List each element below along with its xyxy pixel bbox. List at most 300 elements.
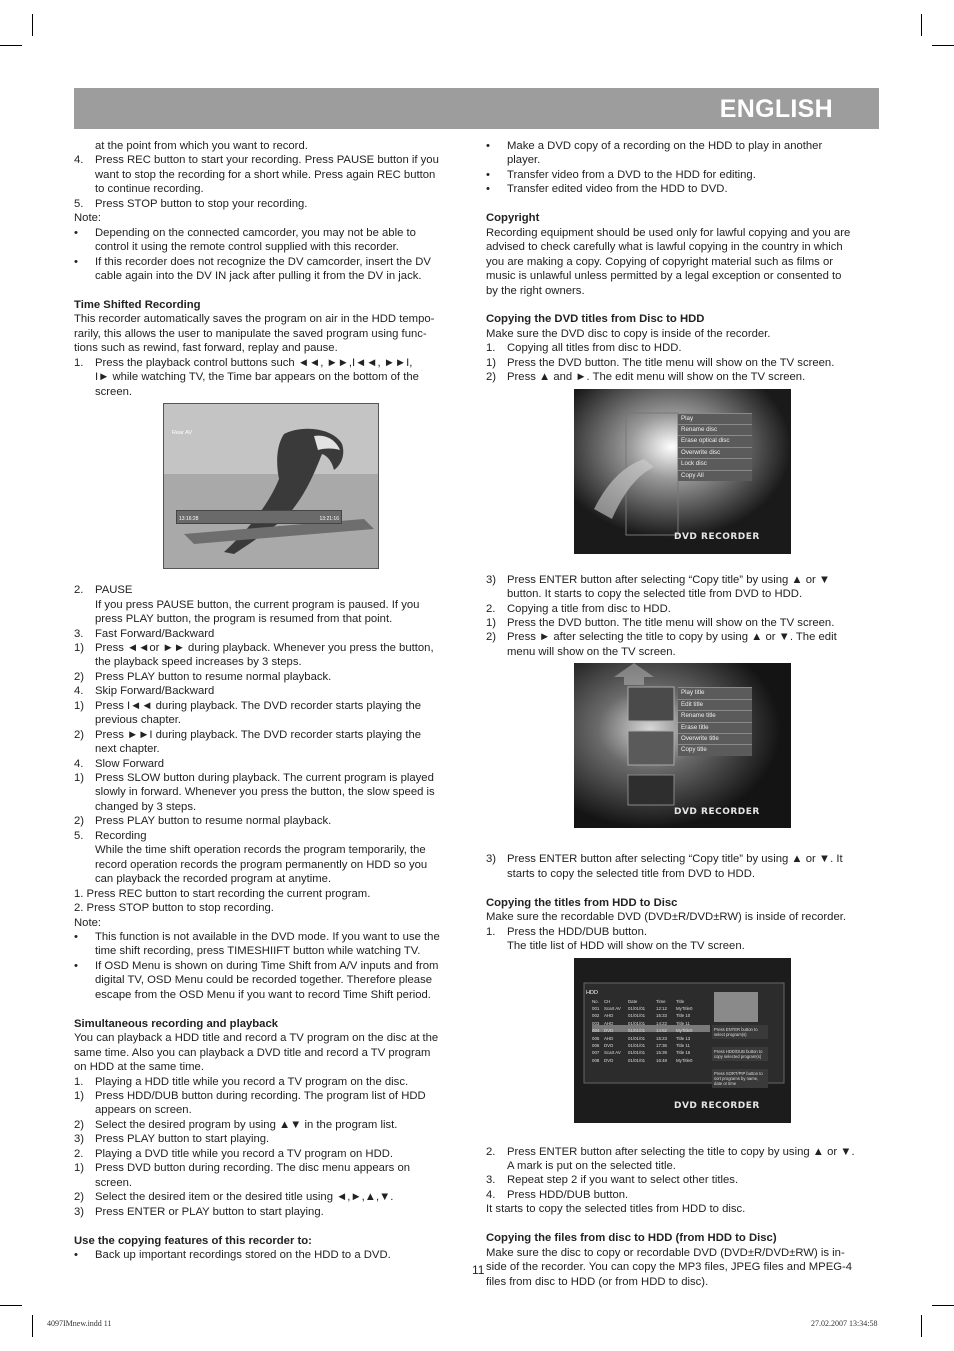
line-text: Press PLAY button to resume normal playback. [95, 670, 332, 683]
line-text: Press I◄◄ during playback. The DVD recorder starts playing the [95, 699, 422, 712]
menu-item: Copy title [678, 744, 752, 755]
text-line [74, 1103, 466, 1117]
table-cell: 17:36 [656, 1042, 667, 1048]
line-text: Press HDD/DUB button during recording. The program list of HDD [95, 1089, 426, 1102]
line-text: Copying the titles from HDD to Disc [486, 896, 678, 909]
line-text: Copying all titles from disc to HDD. [507, 342, 682, 355]
table-cell: CH [604, 998, 611, 1004]
list-marker: 2) [486, 631, 497, 644]
line-text: You can playback a HDD title and record a TV program on the disc at the [74, 1032, 439, 1045]
time-end: 13:21:16 [319, 516, 339, 523]
text-line [486, 226, 882, 240]
blank-line [486, 298, 882, 312]
text-line [74, 1046, 466, 1060]
list-marker: • [486, 168, 490, 181]
line-text: Press HDD/DUB button. [507, 1188, 629, 1201]
table-cell: MyTitle0 [676, 1057, 693, 1063]
line-text: appears on screen. [95, 1104, 192, 1117]
text-line [74, 1147, 466, 1161]
line-text: record operation records the program permanently on HDD so you [95, 858, 428, 871]
blank-line [74, 284, 466, 298]
blank-line [486, 197, 882, 211]
text-line [486, 645, 882, 659]
line-text: control it using the remote control supplied with this recorder. [95, 241, 399, 254]
text-line [74, 641, 466, 655]
line-text: Simultaneous recording and playback [74, 1017, 279, 1030]
table-cell: 01/01/01 [628, 1013, 646, 1019]
text-line [74, 612, 466, 626]
line-text: Copyright [486, 212, 540, 225]
section-heading [486, 1231, 882, 1245]
line-text: starts to copy the selected title from DVD to HDD. [507, 867, 755, 880]
text-line [74, 699, 466, 713]
text-line [74, 197, 466, 211]
table-cell: 14:52 [656, 1028, 667, 1034]
time-bar-screenshot [163, 403, 379, 569]
text-line [74, 1248, 466, 1262]
line-text: Playing a HDD title while you record a TV program on the disc. [95, 1075, 409, 1088]
table-cell: AHD [604, 1035, 614, 1041]
text-line [74, 901, 466, 915]
text-line [74, 887, 466, 901]
table-cell: No. [592, 998, 599, 1004]
text-line [486, 1202, 882, 1216]
text-line [74, 583, 466, 597]
text-line [74, 1031, 466, 1045]
list-marker: 5. [74, 829, 84, 842]
text-line [74, 327, 466, 341]
text-line [486, 240, 882, 254]
line-text: by the right owners. [486, 284, 585, 297]
table-cell: 008 [592, 1057, 600, 1063]
table-cell: 002 [592, 1013, 600, 1019]
text-line [74, 153, 466, 167]
line-text: Press ◄◄or ►► during playback. Whenever you press the button, [95, 641, 434, 654]
list-marker: 2) [74, 1191, 85, 1204]
dvd-recorder-logo: DVD RECORDER [674, 806, 760, 817]
line-text: Time Shifted Recording [74, 298, 201, 311]
line-text: Use the copying features of this recorder to: [74, 1234, 312, 1247]
text-line [74, 713, 466, 727]
line-text: you are making a copy. Copying of copyright material such as films or [486, 255, 834, 268]
table-cell: DVD [604, 1028, 614, 1034]
text-line [74, 930, 466, 944]
list-marker: • [74, 226, 78, 239]
dvd-recorder-logo: DVD RECORDER [674, 1101, 760, 1112]
crop-mark [932, 1305, 954, 1306]
time-bar [176, 510, 342, 524]
table-cell: MyTitle0 [676, 1005, 693, 1011]
table-cell: 01/01/01 [628, 1042, 646, 1048]
line-text: Press the HDD/DUB button. [507, 925, 648, 938]
crop-mark [921, 1315, 922, 1337]
table-row [592, 1005, 710, 1012]
disc-edit-menu-screenshot [574, 389, 791, 554]
dvd-recorder-logo: DVD RECORDER [674, 532, 760, 543]
list-marker: 1. [74, 356, 84, 369]
line-text: the playback speed increases by 3 steps. [95, 656, 302, 669]
list-marker: 4. [74, 757, 84, 770]
list-marker: 1) [486, 356, 497, 369]
table-cell: DVD [604, 1042, 614, 1048]
line-text: Press SLOW button during playback. The current program is played [95, 772, 434, 785]
text-line [486, 1145, 882, 1159]
table-cell: 004 [592, 1028, 600, 1034]
section-heading [486, 312, 882, 326]
osd-source-label: Rear AV [172, 430, 193, 437]
text-line [74, 598, 466, 612]
list-marker: 4. [486, 1188, 496, 1201]
menu-item: Rename title [678, 710, 752, 721]
hint-text: Press SORT/PIP button to sort programs by name, date or time [712, 1069, 768, 1088]
line-text: Press ► after selecting the title to copy by using ▲ or ▼. The edit [507, 631, 837, 644]
line-text: Press ENTER or PLAY button to start playing. [95, 1205, 324, 1218]
line-text: Copying a title from disc to HDD. [507, 602, 671, 615]
list-marker: 1) [74, 772, 85, 785]
table-cell: AHD [604, 1013, 614, 1019]
line-text: press PLAY button, the program is resumed from that point. [95, 613, 393, 626]
line-text: Press ►►I during playback. The DVD recorder starts playing the [95, 728, 422, 741]
table-cell: Time [656, 998, 666, 1004]
menu-item: Erase title [678, 722, 752, 733]
text-line [486, 925, 882, 939]
table-row [592, 1027, 710, 1034]
list-marker: • [74, 931, 78, 944]
text-line [74, 385, 466, 399]
text-line [74, 312, 466, 326]
menu-item: Overwrite disc [678, 447, 752, 458]
text-line [486, 1159, 882, 1173]
line-text: This recorder automatically saves the program on air in the HDD tempo- [74, 313, 435, 326]
line-text: previous chapter. [95, 714, 182, 727]
table-cell: Title 11 [676, 1042, 690, 1048]
text-line [486, 341, 882, 355]
time-start: 13:16:28 [179, 516, 199, 523]
list-marker: • [486, 140, 490, 152]
section-heading [74, 1017, 466, 1031]
line-text: Press STOP button to stop your recording. [95, 197, 308, 210]
list-marker: 3) [74, 1133, 85, 1146]
menu-item: Play [678, 413, 752, 424]
line-text: This function is not available in the DVD mode. If you want to use the [95, 931, 440, 944]
list-marker: 3. [74, 627, 84, 640]
text-line [486, 255, 882, 269]
table-cell: Scart AV [604, 1005, 621, 1011]
line-text: Press DVD button during recording. The disc menu appears on [95, 1162, 411, 1175]
text-line [74, 959, 466, 973]
table-cell: Title 11 [676, 1020, 690, 1026]
text-line [74, 1118, 466, 1132]
list-marker: 2. [74, 584, 84, 597]
text-line [74, 728, 466, 742]
table-cell: Title 16 [676, 1050, 691, 1056]
line-text: player. [507, 154, 541, 167]
text-line [486, 356, 882, 370]
right-text-block-1 [486, 139, 882, 385]
hint-text: Press HDD/DUB button to copy selected program(s) [712, 1047, 768, 1061]
list-marker: • [74, 1248, 78, 1261]
line-text: If OSD Menu is shown on during Time Shift from A/V inputs and from [95, 959, 439, 972]
line-text: Make sure the recordable DVD (DVD±R/DVD±RW) is inside of recorder. [486, 911, 846, 924]
line-text: menu will show on the TV screen. [507, 645, 676, 658]
text-line [486, 182, 882, 196]
text-line [486, 573, 882, 587]
table-row [592, 1049, 710, 1056]
table-cell: 15:39 [656, 1050, 667, 1056]
text-line [486, 867, 882, 881]
text-line [74, 973, 466, 987]
crop-mark [0, 45, 22, 46]
line-text: Press ENTER button after selecting the title to copy by using ▲ or ▼. [507, 1145, 855, 1158]
line-text: digital TV, OSD Menu could be recorded together. Therefore please [95, 974, 433, 987]
footer-file-info: 4097IMnew.indd 11 [47, 1319, 112, 1328]
line-text: advised to check carefully what is lawful copying in the country in which [486, 241, 843, 254]
line-text: Press the playback control buttons such ◄◄, ►►,I◄◄, ►►I, [95, 356, 413, 369]
line-text: want to stop the recording for a short while. Press again REC button [95, 168, 436, 181]
line-text: music is unlawful unless permitted by a legal exception or consented to [486, 270, 842, 283]
table-cell: 15:33 [656, 1013, 667, 1019]
text-line [486, 852, 882, 866]
table-row [592, 1035, 710, 1042]
line-text: Make a DVD copy of a recording on the HDD to play in another [507, 140, 823, 152]
list-marker: 4. [74, 154, 84, 167]
line-text: Press ▲ and ►. The edit menu will show on the TV screen. [507, 371, 806, 384]
table-cell: 01/01/01 [628, 1005, 646, 1011]
line-text: Press PLAY button to start playing. [95, 1133, 270, 1146]
list-marker: 3. [486, 1174, 496, 1187]
menu-item: Edit title [678, 699, 752, 710]
text-line [74, 1176, 466, 1190]
table-cell: 15:23 [656, 1035, 667, 1041]
text-line [74, 800, 466, 814]
crop-mark [32, 14, 33, 36]
list-marker: • [74, 255, 78, 268]
line-text: at the point from which you want to record. [95, 140, 308, 152]
text-line [74, 843, 466, 857]
line-text: side of the recorder. You can copy the MP3 files, JPEG files and MPEG-4 [486, 1261, 853, 1274]
list-marker: • [486, 183, 490, 196]
section-heading [74, 298, 466, 312]
line-text: screen. [95, 385, 133, 398]
section-heading [486, 211, 882, 225]
text-line [74, 1089, 466, 1103]
text-line [74, 1205, 466, 1219]
table-cell: 16:48 [656, 1057, 667, 1063]
line-text: Playing a DVD title while you record a TV program on HDD. [95, 1147, 394, 1160]
text-line [74, 269, 466, 283]
crop-mark [0, 1305, 22, 1306]
line-text: Transfer video from a DVD to the HDD for editing. [507, 168, 756, 181]
left-text-block-2 [74, 583, 466, 1262]
line-text: changed by 3 steps. [95, 800, 197, 813]
list-marker: • [74, 959, 78, 972]
text-line [486, 327, 882, 341]
hdd-title-table [592, 998, 710, 1065]
right-column [486, 139, 882, 1289]
line-text: 1. Press REC button to start recording the current program. [74, 887, 371, 900]
text-line [486, 269, 882, 283]
blank-line [486, 881, 882, 895]
line-text: Back up important recordings stored on the HDD to a DVD. [95, 1248, 391, 1261]
line-text: next chapter. [95, 743, 160, 756]
list-marker: 2) [486, 371, 497, 384]
line-text: to continue recording. [95, 183, 204, 196]
list-marker: 2. [486, 602, 496, 615]
line-text: escape from the OSD Menu if you want to record Time Shift period. [95, 988, 431, 1001]
line-text: tions such as rewind, fast forward, replay and pause. [74, 342, 338, 355]
menu-item: Erase optical disc [678, 435, 752, 446]
menu-item: Rename disc [678, 424, 752, 435]
text-line [74, 1060, 466, 1074]
text-line [74, 240, 466, 254]
table-cell: 01/01/01 [628, 1050, 646, 1056]
line-text: Slow Forward [95, 757, 165, 770]
line-text: Press the DVD button. The title menu will show on the TV screen. [507, 617, 835, 630]
line-text: If this recorder does not recognize the DV camcorder, insert the DV [95, 255, 431, 268]
table-row [592, 1012, 710, 1019]
text-line [74, 255, 466, 269]
table-cell: 001 [592, 1005, 600, 1011]
list-marker: 1. [486, 925, 496, 938]
text-line [74, 370, 466, 384]
list-marker: 5. [74, 197, 84, 210]
table-cell: Scart AV [604, 1050, 621, 1056]
table-cell: 005 [592, 1035, 600, 1041]
line-text: Press ENTER button after selecting “Copy title” by using ▲ or ▼ [507, 573, 831, 586]
left-column [74, 139, 466, 1262]
title-edit-menu [678, 687, 752, 755]
line-text: The title list of HDD will show on the TV screen. [507, 940, 745, 953]
footer-timestamp: 27.02.2007 13:34:58 [811, 1319, 878, 1328]
text-line [486, 602, 882, 616]
line-text: 2. Press STOP button to stop recording. [74, 902, 274, 915]
line-text: rarily, this allows the user to manipulate the saved program using func- [74, 327, 427, 340]
line-text: screen. [95, 1176, 133, 1189]
list-marker: 2. [486, 1145, 496, 1158]
line-text: cable again into the DV IN jack after pulling it from the DV in jack. [95, 270, 422, 283]
text-line [74, 1161, 466, 1175]
text-line [486, 616, 882, 630]
line-text: PAUSE [95, 584, 133, 597]
text-line [74, 872, 466, 886]
text-line [74, 139, 466, 153]
text-line [74, 168, 466, 182]
list-marker: 1. [486, 342, 496, 355]
text-line [74, 829, 466, 843]
text-line [486, 1188, 882, 1202]
line-text: button. It starts to copy the selected title from DVD to HDD. [507, 588, 803, 601]
text-line [74, 670, 466, 684]
text-line [74, 988, 466, 1002]
table-cell: Title 10 [676, 1013, 691, 1019]
line-text: Copying the DVD titles from Disc to HDD [486, 313, 705, 326]
table-cell: Date [628, 998, 638, 1004]
list-marker: 1. [74, 1075, 84, 1088]
line-text: It starts to copy the selected titles from HDD to disc. [486, 1203, 746, 1216]
text-line [486, 1275, 882, 1289]
page-title: ENGLISH [719, 95, 833, 123]
hdd-title-list-screenshot [574, 958, 791, 1123]
line-text: Copying the files from disc to HDD (from HDD to Disc) [486, 1232, 777, 1245]
line-text: Press PLAY button to resume normal playback. [95, 815, 332, 828]
text-line [74, 858, 466, 872]
line-text: files from disc to HDD (or from HDD to disc). [486, 1275, 709, 1288]
text-line [74, 341, 466, 355]
crop-mark [932, 45, 954, 46]
section-heading [74, 1234, 466, 1248]
blank-line [74, 1219, 466, 1233]
text-line [74, 916, 466, 930]
line-text: same time. Also you can playback a DVD title and record a TV program [74, 1046, 431, 1059]
text-line [486, 1173, 882, 1187]
list-marker: 2) [74, 815, 85, 828]
disc-edit-menu [678, 413, 752, 481]
line-text: Recording equipment should be used only for lawful copying and you are [486, 226, 851, 239]
table-cell: AHD [604, 1020, 614, 1026]
line-text: If you press PAUSE button, the current program is paused. If you [95, 598, 420, 611]
table-cell: MyTitle0 [676, 1028, 693, 1034]
table-cell: Title [676, 998, 685, 1004]
line-text: Press the DVD button. The title menu will show on the TV screen. [507, 356, 835, 369]
page-number: 11 [472, 1263, 485, 1277]
table-cell: 14:22 [656, 1020, 667, 1026]
list-marker: 2) [74, 670, 85, 683]
line-text: Recording [95, 829, 147, 842]
table-cell: 01/01/01 [628, 1035, 646, 1041]
text-line [74, 1075, 466, 1089]
line-text: Select the desired item or the desired title using ◄,►,▲,▼. [95, 1191, 394, 1204]
line-text: Fast Forward/Backward [95, 627, 215, 640]
text-line [74, 771, 466, 785]
text-line [74, 356, 466, 370]
table-row [592, 1042, 710, 1049]
hdd-label: HDD [586, 989, 598, 996]
title-edit-menu-screenshot [574, 663, 791, 828]
text-line [486, 153, 882, 167]
text-line [486, 1246, 882, 1260]
list-marker: 1) [74, 1162, 85, 1175]
table-cell: 01/01/01 [628, 1057, 646, 1063]
text-line [74, 785, 466, 799]
line-text: Make sure the DVD disc to copy is inside of the recorder. [486, 327, 771, 340]
hdd-hints [712, 1025, 768, 1096]
text-line [74, 742, 466, 756]
text-line [486, 370, 882, 384]
section-heading [486, 896, 882, 910]
table-cell: 003 [592, 1020, 600, 1026]
crop-mark [921, 14, 922, 36]
text-line [74, 1190, 466, 1204]
line-text: I► while watching TV, the Time bar appears on the bottom of the [95, 371, 419, 384]
header-bar [74, 88, 879, 129]
line-text: Skip Forward/Backward [95, 685, 215, 698]
menu-item: Lock disc [678, 458, 752, 469]
line-text: Press ENTER button after selecting “Copy title” by using ▲ or ▼. It [507, 853, 843, 866]
line-text: time shift recording, press TIMESHIIFT button while watching TV. [95, 945, 421, 958]
table-cell: Title 13 [676, 1035, 691, 1041]
text-line [74, 684, 466, 698]
crop-mark [32, 1315, 33, 1337]
list-marker: 3) [74, 1205, 85, 1218]
list-marker: 2) [74, 1118, 85, 1131]
table-cell: DVD [604, 1057, 614, 1063]
line-text: A mark is put on the selected title. [507, 1160, 676, 1172]
menu-item: Copy All [678, 470, 752, 481]
table-cell: 007 [592, 1050, 600, 1056]
list-marker: 1) [74, 699, 85, 712]
text-line [486, 139, 882, 153]
hint-text: Press ENTER button to select program(s) [712, 1025, 768, 1039]
